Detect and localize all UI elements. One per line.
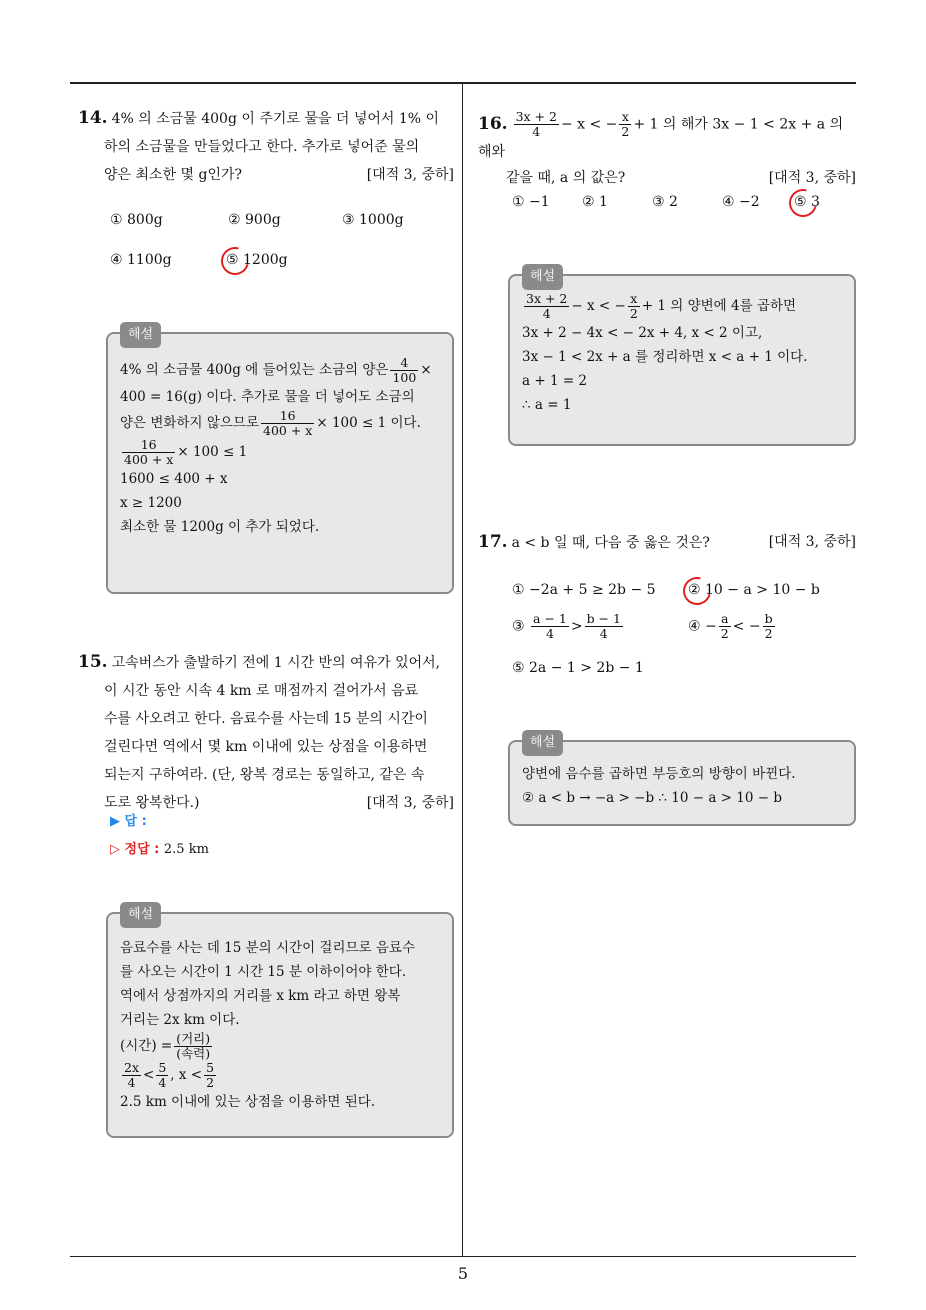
- fraction: $\frac{x}{2}$: [621, 109, 630, 139]
- exp-text: 3x − 1 < 2x + a 를 정리하면 x < a + 1 이다.: [522, 349, 808, 365]
- question-text: 수를 사오려고 한다. 음료수를 사는데 15 분의 시간이: [104, 711, 428, 727]
- question-16: [478, 110, 856, 191]
- question-text: a < b 일 때, 다음 중 옳은 것은?: [511, 535, 710, 551]
- fraction: $\frac{b - 1}{4}$: [586, 611, 621, 641]
- question-text: 4% 의 소금물 400g 이 주기로 물을 더 넣어서 1% 이: [111, 111, 440, 127]
- fraction: $\frac{a - 1}{4}$: [533, 611, 567, 641]
- fraction: $\frac{3x + 2}{4}$: [515, 109, 557, 139]
- option-text: 10 − a > 10 − b: [705, 582, 820, 598]
- question-15: [78, 648, 454, 817]
- difficulty-tag: [대적 3, 중하]: [768, 534, 856, 550]
- question-text: + 1 의 해가 3x − 1 < 2x + a 의 해와: [478, 116, 844, 160]
- option-3[interactable]: ③ 2: [652, 194, 678, 210]
- question-number: 16.: [478, 113, 508, 134]
- question-text: 걸린다면 역에서 몇 km 이내에 있는 상점을 이용하면: [104, 739, 428, 755]
- exp-text: 역에서 상점까지의 거리를 x km 라고 하면 왕복: [120, 988, 401, 1004]
- explanation-label: 해설: [120, 902, 161, 928]
- explanation-box-15: [106, 907, 454, 1138]
- option-4[interactable]: ④ 1100g: [110, 252, 172, 268]
- fraction: $\frac{a}{2}$: [720, 611, 729, 641]
- correct-answer: [110, 838, 209, 857]
- option-2[interactable]: ② 900g: [228, 212, 281, 228]
- option-1[interactable]: ① −1: [512, 194, 550, 210]
- fraction: $\frac{5}{2}$: [206, 1060, 215, 1090]
- question-text: 양은 최소한 몇 g인가?: [104, 167, 243, 183]
- fraction: $\frac{x}{2}$: [629, 291, 638, 321]
- fraction: $\frac{2x}{4}$: [124, 1060, 140, 1090]
- exp-text: 최소한 물 1200g 이 추가 되었다.: [120, 519, 320, 535]
- exp-text: x ≥ 1200: [120, 495, 182, 511]
- question-text: 도로 왕복한다.): [104, 795, 200, 811]
- exp-text: 2.5 km 이내에 있는 상점을 이용하면 된다.: [120, 1094, 376, 1110]
- fraction: $\frac{b}{2}$: [764, 611, 773, 641]
- answer-circle-icon: ⑤: [794, 194, 807, 210]
- question-text: 이 시간 동안 시속 4 km 로 매점까지 걸어가서 음료: [104, 683, 419, 699]
- explanation-label: 해설: [522, 264, 563, 290]
- explanation-label: 해설: [120, 322, 161, 348]
- exp-text: 거리는 2x km 이다.: [120, 1012, 240, 1028]
- exp-text: a + 1 = 2: [522, 373, 588, 389]
- question-number: 17.: [478, 532, 508, 552]
- exp-text: 1600 ≤ 400 + x: [120, 471, 228, 487]
- bottom-rule: [70, 1256, 856, 1257]
- exp-text: + 1 의 양변에 4를 곱하면: [641, 298, 797, 314]
- option-4[interactable]: ④ −2: [722, 194, 760, 210]
- exp-text: 양변에 음수를 곱하면 부등호의 방향이 바뀐다.: [522, 766, 796, 782]
- option-label: ③: [512, 618, 525, 635]
- answer-circle-icon: ②: [688, 582, 701, 598]
- option-1[interactable]: ① 800g: [110, 212, 163, 228]
- exp-text: ② a < b → −a > −b ∴ 10 − a > 10 − b: [522, 790, 782, 806]
- exp-text: , x <: [170, 1067, 203, 1083]
- option-text: < −: [732, 618, 761, 635]
- question-number: 15.: [78, 652, 108, 672]
- fraction: $\frac{3x + 2}{4}$: [526, 291, 568, 321]
- question-text: 되는지 구하여라. (단, 왕복 경로는 동일하고, 같은 속: [104, 767, 425, 783]
- exp-text: ×: [420, 362, 432, 378]
- answer-circle-icon: ⑤: [226, 252, 239, 268]
- answer-label: ▶ 답 :: [110, 814, 147, 829]
- correct-value: 2.5 km: [163, 842, 209, 857]
- fraction: $\frac{4}{100}$: [392, 355, 417, 385]
- explanation-box-17: [508, 735, 856, 826]
- question-14: [78, 104, 454, 189]
- option-1[interactable]: ① −2a + 5 ≥ 2b − 5: [512, 582, 656, 598]
- difficulty-tag: [대적 3, 중하]: [366, 795, 454, 811]
- option-label: ④: [688, 618, 701, 635]
- exp-text: (시간) =: [120, 1038, 173, 1054]
- option-text: 3: [811, 194, 820, 210]
- question-text: 같을 때, a 의 값은?: [506, 170, 626, 186]
- fraction: $\frac{16}{400 + x}$: [124, 437, 174, 467]
- option-2[interactable]: [688, 582, 820, 598]
- correct-label: ▷ 정답 :: [110, 842, 160, 857]
- exp-text: − x < −: [571, 298, 626, 314]
- option-5[interactable]: [226, 252, 288, 268]
- explanation-box-14: [106, 327, 454, 594]
- option-2[interactable]: ② 1: [582, 194, 608, 210]
- option-5[interactable]: ⑤ 2a − 1 > 2b − 1: [512, 660, 644, 676]
- explanation-box-16: [508, 269, 856, 446]
- page-number: 5: [457, 1264, 469, 1283]
- option-5[interactable]: [794, 194, 820, 210]
- option-text: −: [705, 618, 717, 635]
- option-4[interactable]: [688, 612, 777, 641]
- top-rule: [70, 82, 856, 84]
- explanation-label: 해설: [522, 730, 563, 756]
- fraction: $\frac{\text{(거리)}}{\text{(속력)}}$: [176, 1031, 211, 1061]
- exp-text: × 100 ≤ 1: [177, 444, 248, 460]
- exp-text: 를 사오는 시간이 1 시간 15 분 이하이어야 한다.: [120, 964, 407, 980]
- option-3[interactable]: ③ 1000g: [342, 212, 404, 228]
- exp-text: <: [143, 1067, 155, 1083]
- exp-text: 음료수를 사는 데 15 분의 시간이 걸리므로 음료수: [120, 940, 415, 956]
- option-text: 1200g: [243, 252, 288, 268]
- option-text: >: [570, 618, 583, 635]
- fraction: $\frac{5}{4}$: [158, 1060, 167, 1090]
- question-text: 고속버스가 출발하기 전에 1 시간 반의 여유가 있어서,: [111, 655, 441, 671]
- option-3[interactable]: [512, 612, 625, 641]
- question-text: 하의 소금물을 만들었다고 한다. 추가로 넣어준 물의: [104, 139, 420, 155]
- question-text: − x < −: [560, 116, 618, 133]
- column-divider: [462, 84, 463, 1256]
- exp-text: × 100 ≤ 1 이다.: [316, 415, 421, 431]
- exp-text: ∴ a = 1: [522, 397, 572, 413]
- difficulty-tag: [대적 3, 중하]: [366, 167, 454, 183]
- exp-text: 4% 의 소금물 400g 에 들어있는 소금의 양은: [120, 362, 389, 378]
- fraction: $\frac{16}{400 + x}$: [263, 408, 313, 438]
- exp-text: 400 = 16(g) 이다. 추가로 물을 더 넣어도 소금의: [120, 389, 415, 405]
- question-17: [478, 528, 856, 557]
- exp-text: 3x + 2 − 4x < − 2x + 4, x < 2 이고,: [522, 325, 763, 341]
- difficulty-tag: [대적 3, 중하]: [768, 170, 856, 186]
- question-number: 14.: [78, 108, 108, 128]
- exp-text: 양은 변화하지 않으므로: [120, 415, 259, 431]
